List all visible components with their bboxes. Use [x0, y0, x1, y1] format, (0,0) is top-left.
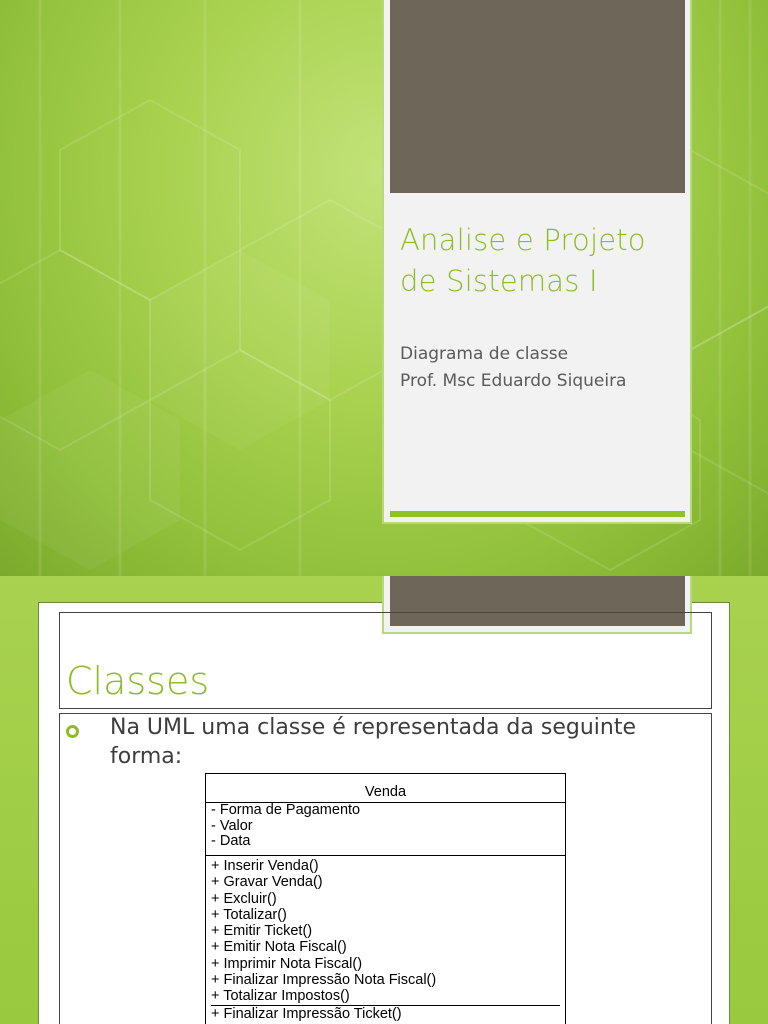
uml-method: + Inserir Venda() — [211, 858, 319, 874]
subtitle-line: Diagrama de classe — [400, 344, 569, 364]
uml-attribute: - Data — [211, 833, 251, 849]
uml-attributes — [206, 803, 565, 856]
uml-class-diagram — [205, 773, 566, 1024]
title-card-dark-block — [390, 0, 685, 193]
slide-subtitle — [400, 341, 690, 395]
uml-methods — [206, 856, 565, 1022]
content-slide — [0, 576, 768, 1024]
uml-attribute: - Forma de Pagamento — [211, 802, 361, 818]
uml-method: + Excluir() — [211, 890, 277, 907]
subtitle-line: Prof. Msc Eduardo Siqueira — [400, 371, 627, 391]
accent-bar — [390, 511, 685, 517]
slide-title: Analise e Projeto de Sistemas I — [400, 223, 646, 298]
uml-method: + Finalizar Impressão Ticket() — [211, 1005, 560, 1022]
uml-method: + Emitir Nota Fiscal() — [211, 939, 347, 956]
uml-method: + Emitir Ticket() — [211, 923, 313, 940]
uml-method: + Imprimir Nota Fiscal() — [211, 955, 363, 972]
uml-class-name: Venda — [206, 774, 565, 803]
circle-bullet-icon — [66, 725, 79, 738]
bullet-text: Na UML uma classe é representada da seguinte forma: — [110, 715, 636, 769]
uml-method: + Totalizar Impostos() — [211, 988, 350, 1005]
uml-attribute: - Valor — [211, 817, 253, 834]
uml-method: + Finalizar Impressão Nota Fiscal() — [211, 972, 437, 989]
uml-method: + Totalizar() — [211, 906, 287, 923]
uml-method: + Gravar Venda() — [211, 874, 323, 891]
slide-heading: Classes — [66, 659, 210, 703]
